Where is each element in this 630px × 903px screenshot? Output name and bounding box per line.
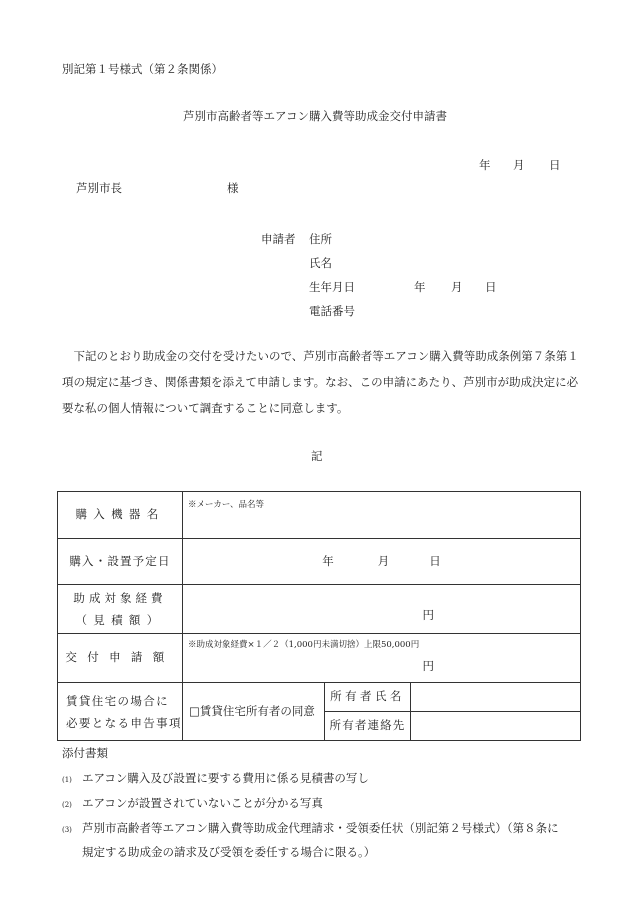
table-row	[58, 492, 581, 539]
request-input-cell[interactable]	[183, 634, 581, 683]
purchase-year: 年	[322, 553, 334, 568]
applicant-address-label: 住所	[309, 232, 332, 246]
owner-name-input[interactable]	[411, 683, 581, 712]
applicant-label: 申請者	[261, 232, 296, 246]
addressee: 芦別市長	[76, 181, 122, 195]
document-title: 芦別市高齢者等エアコン購入費等助成金交付申請書	[183, 109, 447, 123]
attachment-text: 芦別市高齢者等エアコン購入費等助成金代理請求・受領委任状（別記第２号様式）（第８条に	[82, 821, 559, 835]
birth-year: 年	[414, 280, 426, 294]
owner-name-label-cell	[325, 683, 411, 712]
date-year: 年	[479, 158, 491, 172]
device-note: ※メーカー、品名等	[188, 500, 264, 510]
attachment-number: (2)	[62, 801, 72, 809]
purchase-date-label-cell	[58, 539, 183, 585]
attachment-item	[62, 797, 323, 811]
cost-label-line1: 助成対象経費	[73, 591, 167, 605]
owner-contact-label: 所有者連絡先	[329, 718, 406, 733]
ki-heading: 記	[311, 449, 323, 463]
cost-label-cell	[58, 585, 183, 634]
purchase-date-label: 購入・設置予定日	[69, 553, 171, 568]
attachments-title: 添付書類	[62, 746, 108, 760]
table-row	[58, 585, 581, 634]
rental-label-line2: 必要となる申告事項	[66, 715, 182, 730]
application-statement: 下記のとおり助成金の交付を受けたいので、芦別市高齢者等エアコン購入費等助成条例第７条第１項の規定に基づき、関係書類を添えて申請します。なお、この申請にあたり、芦別市が助成決定に必要な私の個人情報について調査することに同意します。	[62, 349, 579, 415]
honorific: 様	[227, 181, 239, 195]
attachment-text: エアコン購入及び設置に要する費用に係る見積書の写し	[82, 771, 369, 785]
request-unit: 円	[422, 659, 435, 674]
applicant-birthdate-label: 生年月日	[309, 280, 355, 294]
device-label-cell	[58, 492, 183, 539]
purchase-month: 月	[377, 553, 390, 568]
cost-label-line2: （見積額）	[75, 613, 165, 627]
birth-month: 月	[451, 280, 463, 294]
applicant-name-label: 氏名	[309, 256, 332, 270]
owner-name-label: 所有者氏名	[330, 689, 405, 704]
table-row	[58, 634, 581, 683]
cost-unit: 円	[422, 608, 435, 623]
table-row	[58, 683, 581, 712]
consent-checkbox[interactable]: □賃貸住宅所有者の同意	[189, 703, 315, 718]
applicant-phone-label: 電話番号	[309, 304, 355, 318]
purchase-date-input-cell[interactable]	[183, 539, 581, 585]
attachment-number: (1)	[62, 776, 72, 784]
attachment-item	[62, 772, 369, 786]
owner-contact-label-cell	[325, 712, 411, 741]
application-table	[57, 491, 581, 741]
date-day: 日	[549, 158, 561, 172]
cost-input-cell[interactable]	[183, 585, 581, 634]
device-input-cell[interactable]	[183, 492, 581, 539]
attachment-number: (3)	[62, 826, 72, 834]
rental-label-line1: 賃貸住宅の場合に	[66, 693, 170, 708]
table-row	[58, 539, 581, 585]
rental-label-cell	[58, 683, 183, 741]
attachment-item	[62, 822, 559, 836]
request-label-cell	[58, 634, 183, 683]
attachment-item-continuation: 規定する助成金の請求及び受領を委任する場合に限る。）	[82, 845, 376, 859]
owner-contact-input[interactable]	[411, 712, 581, 741]
device-label: 購入機器名	[75, 507, 165, 522]
birth-day: 日	[485, 280, 497, 294]
request-note: ※助成対象経費×１／２（1,000円未満切捨）上限50,000円	[188, 640, 420, 650]
purchase-day: 日	[429, 553, 441, 568]
consent-checkbox-cell[interactable]	[183, 683, 325, 741]
attachment-text: エアコンが設置されていないことが分かる写真	[82, 796, 323, 810]
form-label: 別記第１号様式（第２条関係）	[62, 62, 223, 76]
request-label: 交付申請額	[65, 650, 175, 665]
date-month: 月	[513, 158, 525, 172]
